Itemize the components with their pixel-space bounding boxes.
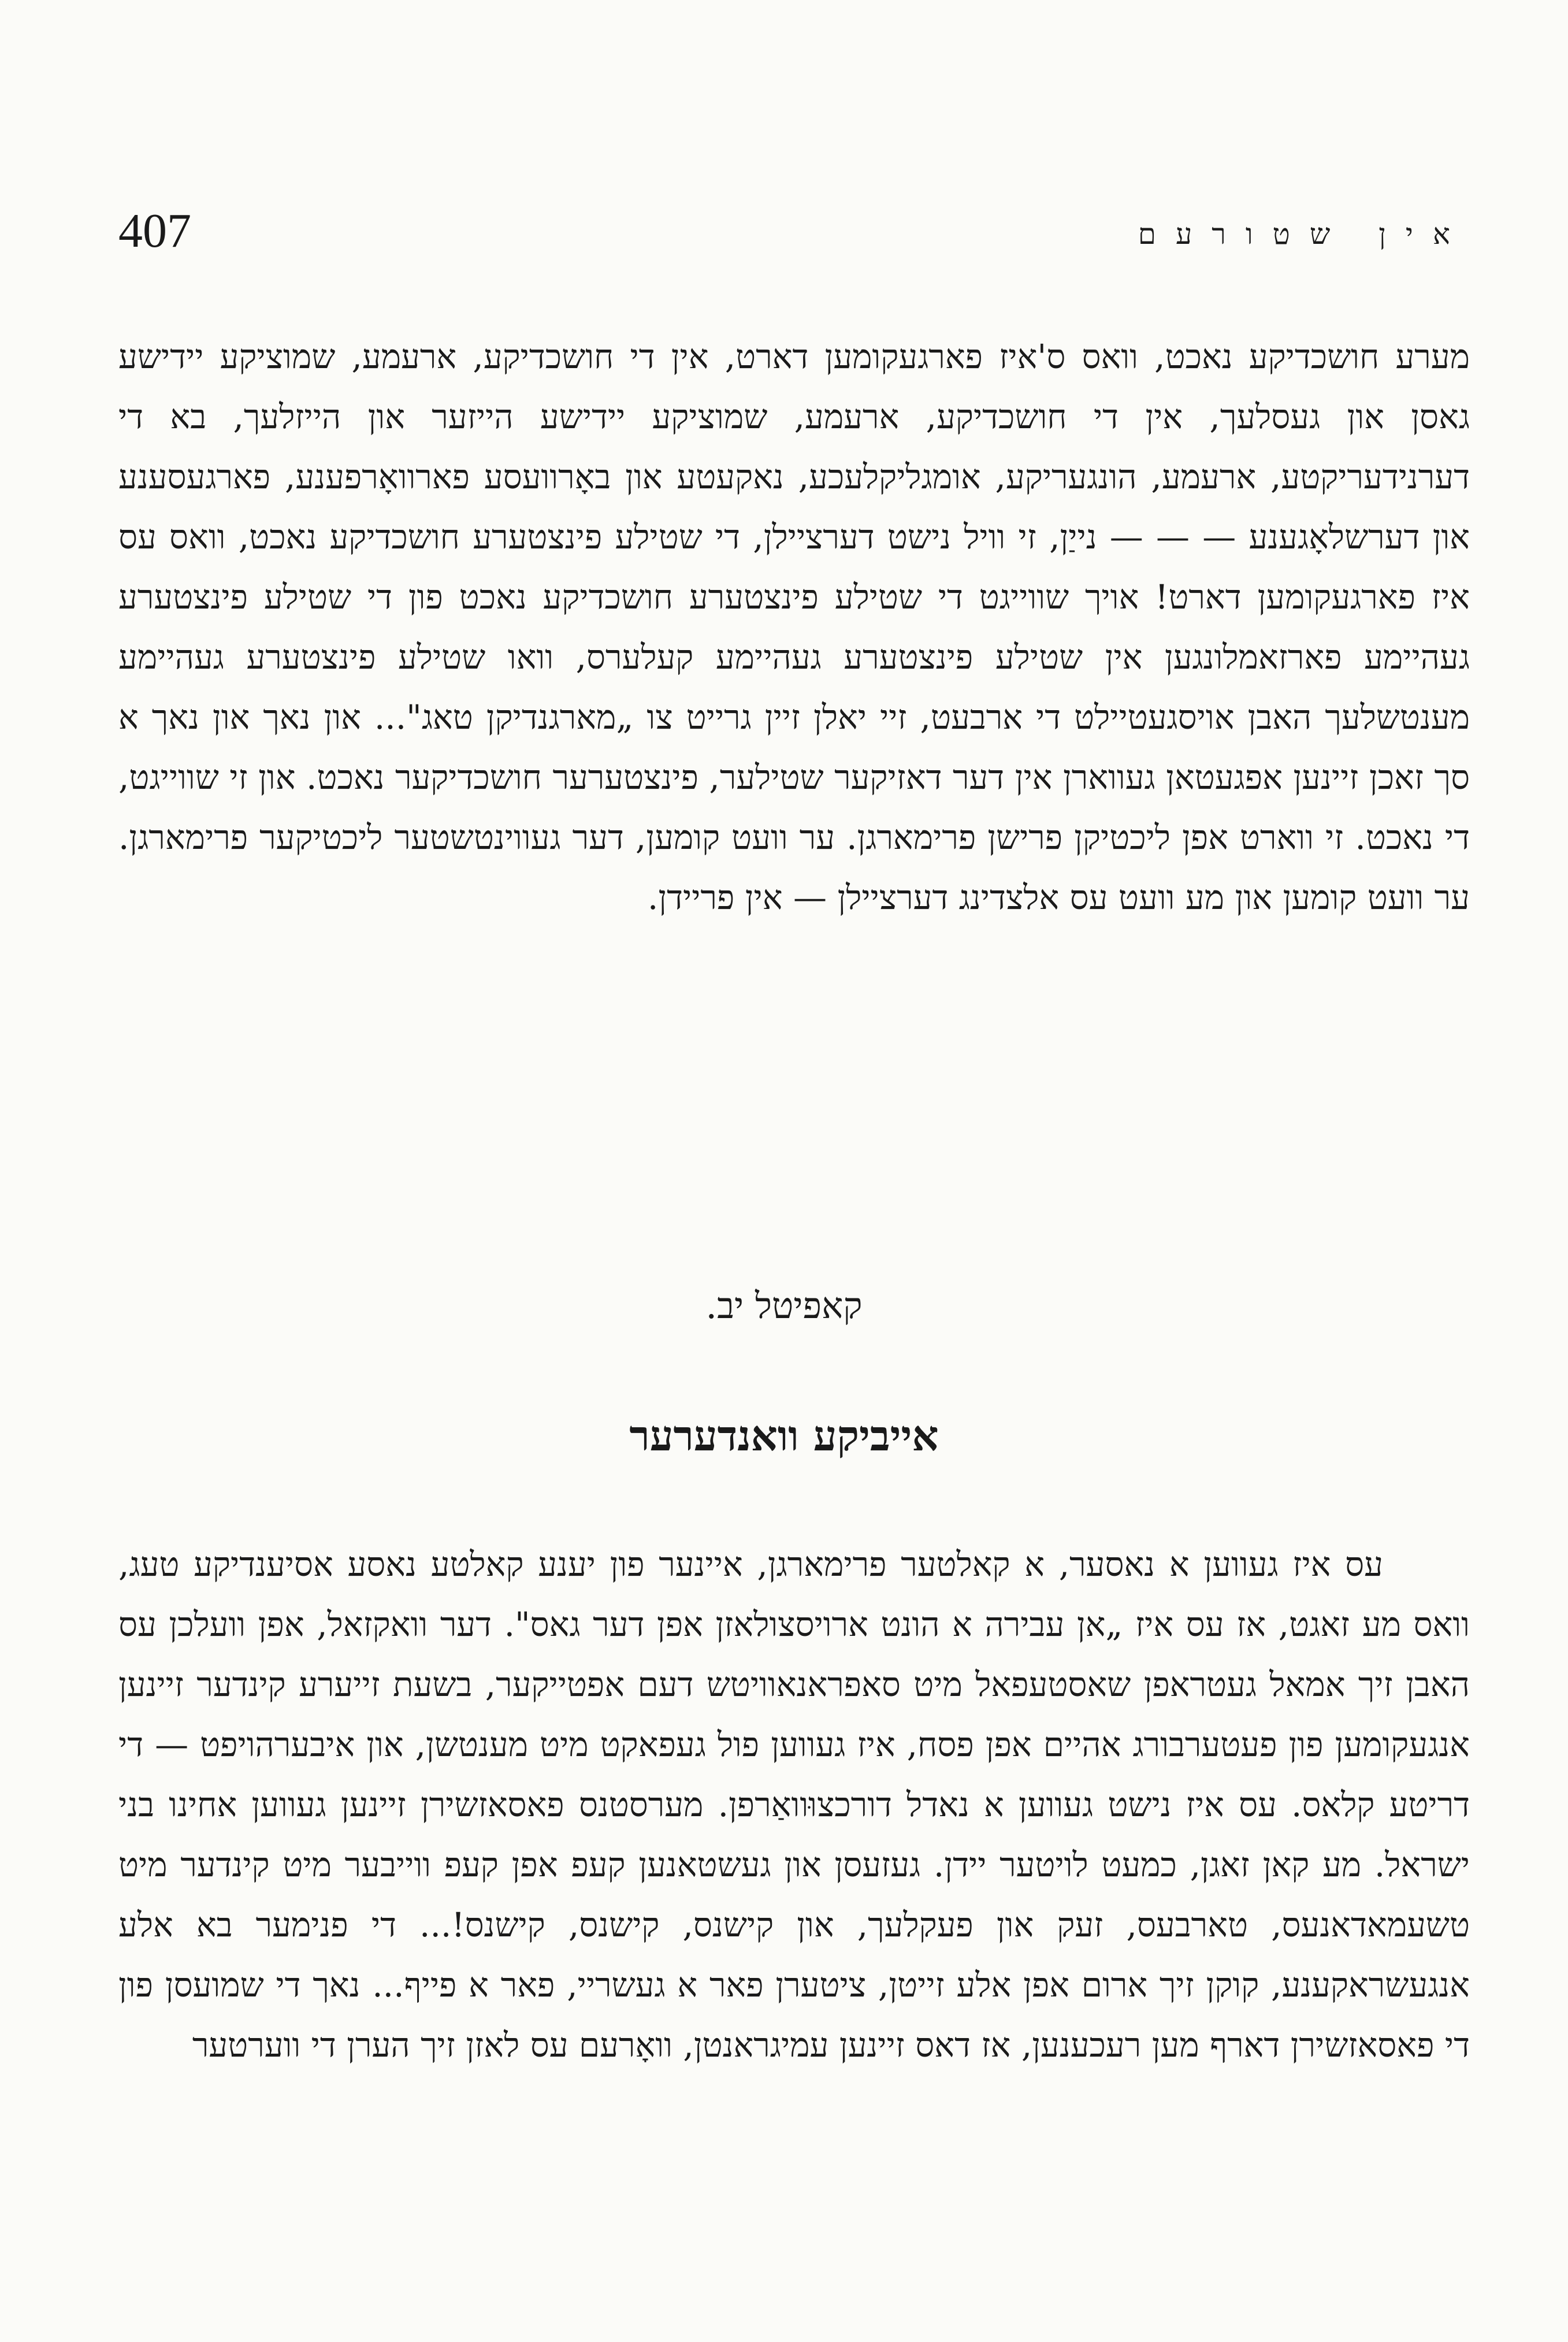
paragraph: מערע חושכדיקע נאכט, וואס ס'איז פארגעקומען דארט, אין די חושכדיקע, ארעמע, שמוציקע יידישע גאסן און געסלעך, אין די חושכדיקע, ארעמע, שמוציקע יידישע הייזער און הייזלעך, בא די דערנידעריקטע, ארעמע, הונגעריקע, אומגליקלעכע, נאקעטע און באָרוועסע פארוואָרפענע, פארגעסענע און דערשלאָגענע — — — נייַן, זי וויל נישט דערציילן, די שטילע פינצטערע חושכדיקע נאכט, וואס עס איז פארגעקומען דארט! אויך שווייגט די שטילע פינצטערע חושכדיקע נאכט פון די שטילע פינצטערע געהיימע פארזאמלונגען אין שטילע פינצטערע געהיימע קעלערס, וואו שטילע פינצטערע געהיימע מענטשלעך האבן אויסגעטיילט די ארבעט, זיי יאלן זיין גרייט צו „מארגנדיקן טאג"... און נאך און נאך א סך זאכן זיינען אפגעטאן געווארן אין דער דאזיקער שטילער, פינצטערער חושכדיקער נאכט. און זי שווייגט, די נאכט. זי ווארט אפן ליכטיקן פרישן פרימארגן. ער וועט קומען, דער געווינטשטער ליכטיקער פרימארגן. ער וועט קומען און מע וועט עס אלצדינג דערציילן — אין פריידן. xyxy=(118,337,1470,917)
body-text-section-2 xyxy=(118,1534,1470,2075)
chapter-title: אייביקע וואנדערער xyxy=(629,1411,939,1460)
body-text-section-1 xyxy=(118,326,1470,927)
running-title: אין שטורעם xyxy=(1138,217,1470,251)
chapter-label: קאפיטל יב. xyxy=(705,1285,863,1327)
page-number: 407 xyxy=(118,204,191,258)
page-header xyxy=(118,199,1470,263)
paragraph: עס איז געווען א נאסער, א קאלטער פרימארגן, איינער פון יענע קאלטע נאסע אסיענדיקע טעג, וואס מע זאגט, אז עס איז „אן עבירה א הונט ארויסצולאזן אפן דער גאס". דער וואקזאל, אפן וועלכן עס האבן זיך אמאל געטראפן שאסטעפאל מיט סאפראנאוויטש דעם אפטייקער, בשעת זייערע קינדער זיינען אנגעקומען פון פעטערבורג אהיים אפן פסח, איז געווען פול געפאקט מיט מענטשן, און איבערהויפט — די דריטע קלאס. עס איז נישט געווען א נאדל דורכצוּוואַרפן. מערסטנס פאסאזשירן זיינען געווען אחינו בני ישראל. מע קאן זאגן, כמעט לויטער יידן. געזעסן און געשטאנען קעפ אפן קעפ ווייבער מיט קינדער מיט טשעמאדאנעס, טארבעס, זעק און פעקלעך, און קישנס, קישנס, קישנס!... די פנימער בא אלע אנגעשראקענע, קוקן זיך ארום אפן אלע זייטן, ציטערן פאר א געשריי, פאר א פייף... נאך די שמועסן פון די פאסאזשירן דארף מען רעכענען, אז דאס זיינען עמיגראנטן, וואָרעם עס לאזן זיך הערן די ווערטער xyxy=(118,1545,1470,2065)
